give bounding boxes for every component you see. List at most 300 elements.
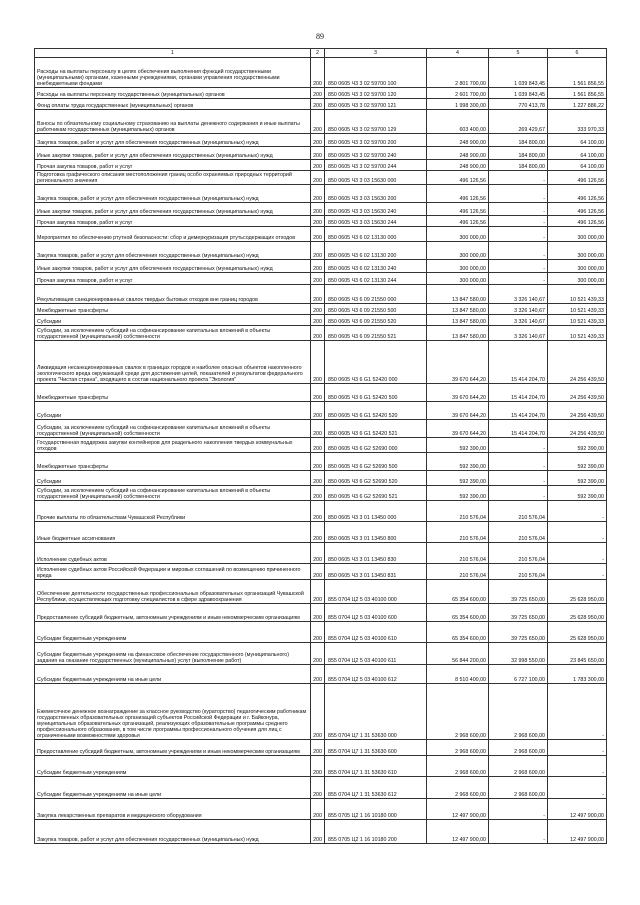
header-col-1: 1 xyxy=(35,49,311,58)
table-row xyxy=(35,88,607,99)
row-amount-executed: - xyxy=(489,227,548,242)
row-name: Фонд оплаты труда государственных (муниципальных) органов xyxy=(35,99,311,110)
row-name: Иные закупки товаров, работ и услуг для обеспечения государственных (муниципальных) нужд xyxy=(35,203,311,216)
row-code: 200 xyxy=(311,420,325,438)
row-kbk: 850 0605 Ч3 3 02 59700 200 xyxy=(325,134,427,147)
row-name: Рекультивация санкционированных свалок твердых бытовых отходов вне границ городов xyxy=(35,285,311,304)
row-amount-executed: 210 576,04 xyxy=(489,543,548,564)
row-amount-remaining: 1 561 856,55 xyxy=(548,58,607,88)
row-amount-executed: 39 725 650,00 xyxy=(489,580,548,604)
row-name: Субсидии бюджетным учреждениям xyxy=(35,622,311,643)
row-amount-executed: - xyxy=(489,820,548,844)
row-amount-executed: 184 800,00 xyxy=(489,134,548,147)
row-amount-plan: 2 968 600,00 xyxy=(427,756,489,777)
row-kbk: 855 0704 Ц2 5 03 40100 000 xyxy=(325,580,427,604)
row-code: 200 xyxy=(311,160,325,171)
row-amount-plan: 300 000,00 xyxy=(427,242,489,260)
row-amount-remaining: 1 227 886,22 xyxy=(548,99,607,110)
row-kbk: 850 0605 Ч3 6 02 13130 000 xyxy=(325,227,427,242)
row-kbk: 850 0605 Ч3 6 02 13130 244 xyxy=(325,273,427,285)
row-kbk: 850 0605 Ч3 3 03 15630 200 xyxy=(325,185,427,203)
row-amount-plan: 592 390,00 xyxy=(427,438,489,453)
row-amount-remaining: 496 126,56 xyxy=(548,216,607,227)
row-amount-executed: 2 968 600,00 xyxy=(489,777,548,799)
row-amount-remaining: 333 970,33 xyxy=(548,110,607,134)
row-amount-plan: 2 968 600,00 xyxy=(427,740,489,756)
row-code: 200 xyxy=(311,58,325,88)
row-amount-plan: 210 576,04 xyxy=(427,543,489,564)
row-kbk: 855 0704 Ц2 5 03 40100 610 xyxy=(325,622,427,643)
row-amount-remaining: 10 521 439,33 xyxy=(548,304,607,315)
table-row xyxy=(35,820,607,844)
row-name: Расходы на выплаты персоналу государственных (муниципальных) органов xyxy=(35,88,311,99)
table-row xyxy=(35,384,607,402)
table-row xyxy=(35,756,607,777)
row-name: Ликвидация несанкционированных свалок в границах городов и наиболее опасных объектов накопленного экологического вреда окружающей среде для достижения целей, показателей и результатов федерального проекта "Чистая страна", входящего в состав национального проекта "Экология" xyxy=(35,341,311,384)
row-kbk: 855 0704 Ц2 5 03 40100 612 xyxy=(325,665,427,684)
row-kbk: 850 0605 Ч3 6 G2 52690 520 xyxy=(325,471,427,486)
row-amount-plan: 13 847 580,00 xyxy=(427,315,489,326)
row-code: 200 xyxy=(311,185,325,203)
row-kbk: 850 0605 Ч3 6 G1 52420 520 xyxy=(325,402,427,420)
row-name: Субсидии, за исключением субсидий на софинансирование капитальных вложений в объекты государственной (муниципальной) собственности xyxy=(35,420,311,438)
row-amount-plan: 56 844 200,00 xyxy=(427,643,489,665)
row-name: Иные закупки товаров, работ и услуг для обеспечения государственных (муниципальных) нужд xyxy=(35,260,311,273)
header-col-2: 2 xyxy=(311,49,325,58)
row-kbk: 850 0605 Ч3 3 02 59700 129 xyxy=(325,110,427,134)
row-name: Государственная поддержка закупки контейнеров для раздельного накопления твердых коммунальных отходов xyxy=(35,438,311,453)
table-row xyxy=(35,227,607,242)
row-amount-remaining: - xyxy=(548,543,607,564)
row-amount-plan: 65 354 600,00 xyxy=(427,622,489,643)
table-row xyxy=(35,501,607,522)
row-name: Субсидии, за исключением субсидий на софинансирование капитальных вложений в объекты государственной (муниципальной) собственности xyxy=(35,486,311,501)
row-amount-executed: 184 800,00 xyxy=(489,147,548,160)
row-name: Закупка товаров, работ и услуг для обеспечения государственных (муниципальных) нужд xyxy=(35,185,311,203)
row-amount-plan: 496 126,56 xyxy=(427,203,489,216)
row-amount-remaining: - xyxy=(548,740,607,756)
row-amount-plan: 603 400,00 xyxy=(427,110,489,134)
budget-table xyxy=(34,48,607,844)
row-amount-executed: - xyxy=(489,799,548,820)
row-kbk: 850 0605 Ч3 3 03 15630 240 xyxy=(325,203,427,216)
row-amount-plan: 39 670 644,20 xyxy=(427,402,489,420)
row-code: 200 xyxy=(311,820,325,844)
row-amount-remaining: 10 521 439,33 xyxy=(548,326,607,341)
table-row xyxy=(35,341,607,384)
row-amount-plan: 300 000,00 xyxy=(427,260,489,273)
row-kbk: 850 0605 Ч3 3 01 13450 831 xyxy=(325,564,427,580)
row-amount-remaining: 496 126,56 xyxy=(548,185,607,203)
row-code: 200 xyxy=(311,486,325,501)
row-amount-executed: 15 414 204,70 xyxy=(489,384,548,402)
row-code: 200 xyxy=(311,384,325,402)
row-code: 200 xyxy=(311,604,325,622)
row-code: 200 xyxy=(311,110,325,134)
table-row xyxy=(35,438,607,453)
table-row xyxy=(35,543,607,564)
row-kbk: 850 0605 Ч3 6 G1 52420 521 xyxy=(325,420,427,438)
row-amount-plan: 248 900,00 xyxy=(427,147,489,160)
row-amount-plan: 248 900,00 xyxy=(427,134,489,147)
row-amount-executed: 1 039 843,45 xyxy=(489,88,548,99)
row-kbk: 850 0605 Ч3 6 02 13130 200 xyxy=(325,242,427,260)
row-amount-plan: 300 000,00 xyxy=(427,227,489,242)
row-amount-remaining: 24 256 439,50 xyxy=(548,402,607,420)
row-name: Иные бюджетные ассигнования xyxy=(35,522,311,543)
row-amount-plan: 12 497 900,00 xyxy=(427,820,489,844)
row-amount-executed: - xyxy=(489,203,548,216)
row-name: Субсидии бюджетным учреждениям на иные цели xyxy=(35,777,311,799)
row-amount-remaining: - xyxy=(548,501,607,522)
row-name: Закупка товаров, работ и услуг для обеспечения государственных (муниципальных) нужд xyxy=(35,242,311,260)
row-name: Прочая закупка товаров, работ и услуг xyxy=(35,273,311,285)
table-row xyxy=(35,285,607,304)
row-amount-remaining: 300 000,00 xyxy=(548,273,607,285)
row-amount-plan: 2 601 700,00 xyxy=(427,88,489,99)
row-kbk: 855 0704 Ц7 1 31 53630 600 xyxy=(325,740,427,756)
row-kbk: 855 0704 Ц7 1 31 53630 610 xyxy=(325,756,427,777)
row-code: 200 xyxy=(311,799,325,820)
row-name: Межбюджетные трансферты xyxy=(35,384,311,402)
row-kbk: 855 0705 Ц2 1 16 10180 200 xyxy=(325,820,427,844)
row-name: Прочие выплаты по обязательствам Чувашской Республики xyxy=(35,501,311,522)
row-code: 200 xyxy=(311,665,325,684)
row-code: 200 xyxy=(311,756,325,777)
row-amount-plan: 39 670 644,20 xyxy=(427,420,489,438)
table-row xyxy=(35,99,607,110)
row-amount-executed: 39 725 650,00 xyxy=(489,622,548,643)
row-amount-plan: 13 847 580,00 xyxy=(427,285,489,304)
row-kbk: 855 0704 Ц2 5 03 40100 600 xyxy=(325,604,427,622)
row-amount-plan: 12 497 900,00 xyxy=(427,799,489,820)
row-name: Закупка товаров, работ и услуг для обеспечения государственных (муниципальных) нужд xyxy=(35,820,311,844)
table-row xyxy=(35,665,607,684)
row-amount-plan: 39 670 644,20 xyxy=(427,341,489,384)
table-row xyxy=(35,564,607,580)
row-amount-executed: 1 039 843,45 xyxy=(489,58,548,88)
row-kbk: 850 0605 Ч3 6 09 21550 000 xyxy=(325,285,427,304)
row-kbk: 850 0605 Ч3 3 02 59700 120 xyxy=(325,88,427,99)
row-amount-remaining: 25 628 950,00 xyxy=(548,604,607,622)
row-amount-executed: 184 800,00 xyxy=(489,160,548,171)
row-amount-executed: - xyxy=(489,185,548,203)
row-amount-plan: 13 847 580,00 xyxy=(427,304,489,315)
row-amount-executed: 39 725 650,00 xyxy=(489,604,548,622)
row-amount-executed: - xyxy=(489,486,548,501)
row-amount-executed: 15 414 204,70 xyxy=(489,420,548,438)
row-amount-remaining: 300 000,00 xyxy=(548,260,607,273)
row-code: 200 xyxy=(311,580,325,604)
table-row xyxy=(35,171,607,185)
row-code: 200 xyxy=(311,171,325,185)
row-amount-plan: 13 847 580,00 xyxy=(427,326,489,341)
row-kbk: 850 0605 Ч3 3 01 13450 830 xyxy=(325,543,427,564)
row-amount-remaining: 25 628 950,00 xyxy=(548,580,607,604)
row-amount-plan: 2 801 700,00 xyxy=(427,58,489,88)
table-row xyxy=(35,453,607,471)
row-name: Субсидии xyxy=(35,315,311,326)
row-code: 200 xyxy=(311,147,325,160)
row-amount-plan: 8 510 400,00 xyxy=(427,665,489,684)
row-kbk: 850 0605 Ч3 3 01 13450 800 xyxy=(325,522,427,543)
row-kbk: 850 0605 Ч3 3 02 59700 121 xyxy=(325,99,427,110)
row-amount-remaining: - xyxy=(548,564,607,580)
row-amount-executed: - xyxy=(489,171,548,185)
row-code: 200 xyxy=(311,522,325,543)
row-amount-remaining: 592 390,00 xyxy=(548,438,607,453)
table-row xyxy=(35,622,607,643)
row-amount-executed: - xyxy=(489,471,548,486)
row-code: 200 xyxy=(311,543,325,564)
row-name: Субсидии бюджетным учреждениям на иные цели xyxy=(35,665,311,684)
row-amount-plan: 248 900,00 xyxy=(427,160,489,171)
row-amount-remaining: 592 390,00 xyxy=(548,453,607,471)
row-kbk: 855 0704 Ц7 1 31 53630 612 xyxy=(325,777,427,799)
row-amount-executed: 15 414 204,70 xyxy=(489,402,548,420)
row-amount-plan: 592 390,00 xyxy=(427,453,489,471)
row-kbk: 850 0605 Ч3 6 09 21550 520 xyxy=(325,315,427,326)
row-amount-plan: 496 126,56 xyxy=(427,216,489,227)
row-code: 200 xyxy=(311,453,325,471)
header-col-5: 5 xyxy=(489,49,548,58)
row-amount-executed: - xyxy=(489,273,548,285)
row-code: 200 xyxy=(311,203,325,216)
row-amount-executed: - xyxy=(489,453,548,471)
row-amount-remaining: 592 390,00 xyxy=(548,486,607,501)
row-amount-remaining: 12 497 900,00 xyxy=(548,799,607,820)
row-kbk: 850 0605 Ч3 3 02 59700 100 xyxy=(325,58,427,88)
row-code: 200 xyxy=(311,341,325,384)
row-amount-executed: 210 576,04 xyxy=(489,501,548,522)
row-amount-remaining: - xyxy=(548,756,607,777)
table-row xyxy=(35,471,607,486)
row-kbk: 850 0605 Ч3 6 G2 52690 000 xyxy=(325,438,427,453)
table-row xyxy=(35,260,607,273)
row-amount-executed: 2 968 600,00 xyxy=(489,740,548,756)
row-code: 200 xyxy=(311,501,325,522)
row-amount-remaining: - xyxy=(548,777,607,799)
row-code: 200 xyxy=(311,242,325,260)
row-name: Мероприятия по обеспечению ртутной безопасности: сбор и демеркуризация ртутьсодержащих отходов xyxy=(35,227,311,242)
table-row xyxy=(35,522,607,543)
row-amount-plan: 1 998 300,00 xyxy=(427,99,489,110)
table-row xyxy=(35,420,607,438)
row-code: 200 xyxy=(311,227,325,242)
table-row xyxy=(35,740,607,756)
row-code: 200 xyxy=(311,622,325,643)
table-row xyxy=(35,242,607,260)
table-row xyxy=(35,799,607,820)
row-code: 200 xyxy=(311,216,325,227)
table-row xyxy=(35,684,607,740)
table-row xyxy=(35,58,607,88)
row-kbk: 850 0605 Ч3 3 03 15630 000 xyxy=(325,171,427,185)
row-amount-plan: 65 354 600,00 xyxy=(427,580,489,604)
row-amount-plan: 210 576,04 xyxy=(427,564,489,580)
row-amount-remaining: 64 100,00 xyxy=(548,147,607,160)
page-number: 89 xyxy=(316,32,324,41)
row-name: Предоставление субсидий бюджетным, автономным учреждениям и иным некоммерческим организациям xyxy=(35,740,311,756)
row-name: Субсидии, за исключением субсидий на софинансирование капитальных вложений в объекты государственной (муниципальной) собственности xyxy=(35,326,311,341)
row-name: Субсидии бюджетным учреждениям xyxy=(35,756,311,777)
table-row xyxy=(35,273,607,285)
row-amount-remaining: 24 256 439,50 xyxy=(548,384,607,402)
row-amount-remaining: 592 390,00 xyxy=(548,471,607,486)
row-name: Субсидии xyxy=(35,471,311,486)
row-amount-remaining: 10 521 439,33 xyxy=(548,285,607,304)
table-row xyxy=(35,486,607,501)
row-kbk: 850 0605 Ч3 3 02 59700 240 xyxy=(325,147,427,160)
row-amount-remaining: - xyxy=(548,684,607,740)
row-code: 200 xyxy=(311,777,325,799)
row-amount-executed: 3 326 140,67 xyxy=(489,304,548,315)
row-amount-remaining: 496 126,56 xyxy=(548,171,607,185)
row-kbk: 850 0605 Ч3 6 G2 52690 500 xyxy=(325,453,427,471)
row-kbk: 850 0605 Ч3 6 09 21550 500 xyxy=(325,304,427,315)
row-amount-plan: 210 576,04 xyxy=(427,522,489,543)
row-name: Расходы на выплаты персоналу в целях обеспечения выполнения функций государственными (муниципальными) органами, казенными учреждениями, органами управления государственными внебюджетными фондами xyxy=(35,58,311,88)
row-kbk: 850 0605 Ч3 3 01 13450 000 xyxy=(325,501,427,522)
row-kbk: 850 0605 Ч3 6 02 13130 240 xyxy=(325,260,427,273)
table-row xyxy=(35,402,607,420)
row-name: Ежемесячное денежное вознаграждение за классное руководство (кураторство) педагогическим работникам государственных образовательных организаций субъектов Российской Федерации и г. Байконура, муниципальных образовательных организаций, реализующих образовательные программы среднего профессионального образования, в том числе программы профессионального обучения для лиц с ограниченными возможностями здоровья xyxy=(35,684,311,740)
row-name: Исполнение судебных актов Российской Федерации и мировых соглашений по возмещению причиненного вреда xyxy=(35,564,311,580)
row-name: Взносы по обязательному социальному страхованию на выплаты денежного содержания и иные выплаты работникам государственных (муниципальных) органов xyxy=(35,110,311,134)
row-amount-executed: 2 968 600,00 xyxy=(489,756,548,777)
row-kbk: 850 0605 Ч3 3 03 15630 244 xyxy=(325,216,427,227)
row-code: 200 xyxy=(311,643,325,665)
row-code: 200 xyxy=(311,99,325,110)
table-row xyxy=(35,160,607,171)
row-code: 200 xyxy=(311,273,325,285)
header-col-6: 6 xyxy=(548,49,607,58)
row-code: 200 xyxy=(311,260,325,273)
row-name: Субсидии бюджетным учреждениям на финансовое обеспечение государственного (муниципального) задания на оказание государственных (муниципальных) услуг (выполнение работ) xyxy=(35,643,311,665)
row-code: 200 xyxy=(311,564,325,580)
row-amount-executed: 770 413,78 xyxy=(489,99,548,110)
row-amount-executed: 210 576,04 xyxy=(489,522,548,543)
row-amount-remaining: 300 000,00 xyxy=(548,242,607,260)
table-row xyxy=(35,203,607,216)
row-amount-executed: 3 326 140,67 xyxy=(489,326,548,341)
row-amount-plan: 496 126,56 xyxy=(427,185,489,203)
row-amount-plan: 65 354 600,00 xyxy=(427,604,489,622)
row-code: 200 xyxy=(311,88,325,99)
row-name: Исполнение судебных актов xyxy=(35,543,311,564)
row-name: Иные закупки товаров, работ и услуг для обеспечения государственных (муниципальных) нужд xyxy=(35,147,311,160)
row-amount-executed: 6 727 100,00 xyxy=(489,665,548,684)
row-amount-remaining: - xyxy=(548,522,607,543)
row-amount-remaining: 24 256 439,50 xyxy=(548,420,607,438)
row-amount-remaining: 12 497 900,00 xyxy=(548,820,607,844)
row-name: Прочая закупка товаров, работ и услуг xyxy=(35,160,311,171)
row-amount-executed: 2 968 600,00 xyxy=(489,684,548,740)
row-amount-remaining: 496 126,56 xyxy=(548,203,607,216)
row-kbk: 850 0605 Ч3 3 02 59700 244 xyxy=(325,160,427,171)
row-amount-executed: 3 326 140,67 xyxy=(489,285,548,304)
row-code: 200 xyxy=(311,740,325,756)
row-amount-plan: 2 968 600,00 xyxy=(427,684,489,740)
row-kbk: 855 0705 Ц2 1 16 10180 000 xyxy=(325,799,427,820)
table-row xyxy=(35,304,607,315)
table-row xyxy=(35,134,607,147)
row-name: Подготовка графического описания местоположения границ особо охраняемых природных территорий регионального значения xyxy=(35,171,311,185)
table-row xyxy=(35,315,607,326)
row-amount-remaining: 24 256 439,50 xyxy=(548,341,607,384)
header-row xyxy=(35,49,607,58)
row-amount-remaining: 1 561 856,55 xyxy=(548,88,607,99)
row-code: 200 xyxy=(311,684,325,740)
row-amount-executed: - xyxy=(489,216,548,227)
row-code: 200 xyxy=(311,304,325,315)
table-row xyxy=(35,326,607,341)
row-amount-executed: - xyxy=(489,242,548,260)
row-name: Межбюджетные трансферты xyxy=(35,453,311,471)
row-code: 200 xyxy=(311,326,325,341)
row-code: 200 xyxy=(311,402,325,420)
table-row xyxy=(35,216,607,227)
header-col-3: 3 xyxy=(325,49,427,58)
row-kbk: 855 0704 Ц2 5 03 40100 611 xyxy=(325,643,427,665)
table-body xyxy=(35,49,607,844)
row-amount-plan: 39 670 644,20 xyxy=(427,384,489,402)
table-row xyxy=(35,110,607,134)
table-row xyxy=(35,777,607,799)
row-amount-plan: 592 390,00 xyxy=(427,486,489,501)
row-code: 200 xyxy=(311,285,325,304)
row-code: 200 xyxy=(311,134,325,147)
row-amount-remaining: 64 100,00 xyxy=(548,134,607,147)
row-amount-plan: 2 968 600,00 xyxy=(427,777,489,799)
row-code: 200 xyxy=(311,315,325,326)
row-amount-remaining: 25 628 950,00 xyxy=(548,622,607,643)
row-amount-executed: 32 998 550,00 xyxy=(489,643,548,665)
table-row xyxy=(35,580,607,604)
row-amount-executed: - xyxy=(489,438,548,453)
table-row xyxy=(35,147,607,160)
table-row xyxy=(35,604,607,622)
row-name: Межбюджетные трансферты xyxy=(35,304,311,315)
row-name: Субсидии xyxy=(35,402,311,420)
row-code: 200 xyxy=(311,471,325,486)
row-name: Предоставление субсидий бюджетным, автономным учреждениям и иным некоммерческим организациям xyxy=(35,604,311,622)
row-amount-remaining: 1 783 300,00 xyxy=(548,665,607,684)
table-row xyxy=(35,643,607,665)
row-kbk: 850 0605 Ч3 6 G1 52420 000 xyxy=(325,341,427,384)
header-col-4: 4 xyxy=(427,49,489,58)
row-amount-executed: 3 326 140,67 xyxy=(489,315,548,326)
row-name: Обеспечение деятельности государственных профессиональных образовательных организаций Чувашской Республики, осуществляющих подготовку специалистов в сфере здравоохранения xyxy=(35,580,311,604)
row-amount-executed: 15 414 204,70 xyxy=(489,341,548,384)
row-amount-executed: 210 576,04 xyxy=(489,564,548,580)
table-row xyxy=(35,185,607,203)
row-amount-plan: 300 000,00 xyxy=(427,273,489,285)
row-name: Закупка лекарственных препаратов и медицинского оборудования xyxy=(35,799,311,820)
row-kbk: 850 0605 Ч3 6 09 21550 521 xyxy=(325,326,427,341)
row-name: Закупка товаров, работ и услуг для обеспечения государственных (муниципальных) нужд xyxy=(35,134,311,147)
row-amount-remaining: 10 521 439,33 xyxy=(548,315,607,326)
row-amount-plan: 592 390,00 xyxy=(427,471,489,486)
row-amount-remaining: 23 845 650,00 xyxy=(548,643,607,665)
row-kbk: 850 0605 Ч3 6 G1 52420 500 xyxy=(325,384,427,402)
row-amount-remaining: 300 000,00 xyxy=(548,227,607,242)
row-kbk: 850 0605 Ч3 6 G2 52690 521 xyxy=(325,486,427,501)
row-kbk: 855 0704 Ц7 1 31 53630 000 xyxy=(325,684,427,740)
row-amount-plan: 496 126,56 xyxy=(427,171,489,185)
row-amount-plan: 210 576,04 xyxy=(427,501,489,522)
row-name: Прочая закупка товаров, работ и услуг xyxy=(35,216,311,227)
